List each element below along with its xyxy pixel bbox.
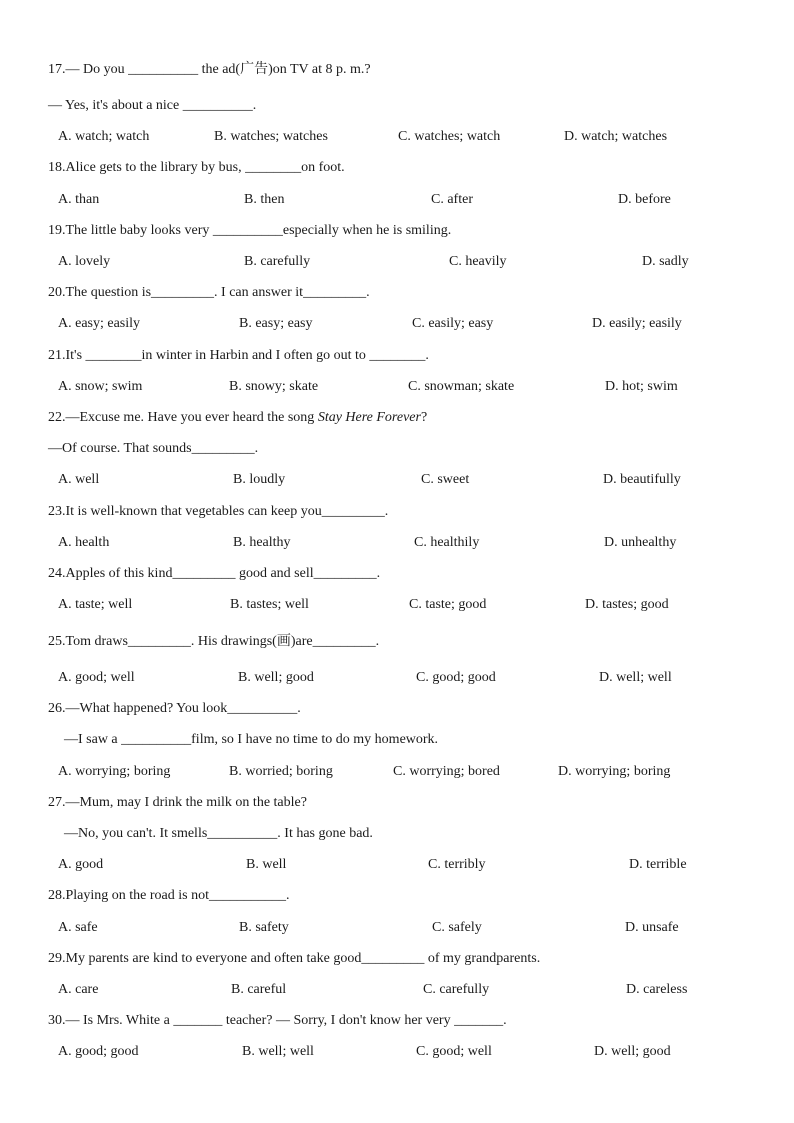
option-a: A. than — [58, 192, 100, 207]
question-29-stem: 29.My parents are kind to everyone and often take good_________ of my grandparents. — [48, 951, 541, 966]
option-a: A. health — [58, 535, 110, 550]
option-a: A. good; well — [58, 670, 135, 685]
question-27-stem-reply: —No, you can't. It smells__________. It has gone bad. — [64, 826, 373, 841]
option-a: A. taste; well — [58, 597, 133, 612]
option-b: B. tastes; well — [230, 597, 309, 612]
option-d: D. unsafe — [625, 920, 679, 935]
option-a: A. good; good — [58, 1044, 139, 1059]
question-27-stem: 27.—Mum, may I drink the milk on the table? — [48, 795, 307, 810]
option-b: B. carefully — [244, 254, 311, 269]
option-b: B. loudly — [233, 472, 286, 487]
option-b: B. healthy — [233, 535, 291, 550]
question-23-options — [58, 535, 738, 551]
option-b: B. well; well — [242, 1044, 314, 1059]
option-c: C. sweet — [421, 472, 470, 487]
option-c: C. terribly — [428, 857, 486, 872]
stem-end: ? — [420, 410, 428, 425]
question-17-stem: 17.— Do you __________ the ad(广告)on TV at 8 p. m.? — [48, 62, 371, 77]
option-b: B. worried; boring — [229, 764, 333, 779]
question-30-options — [58, 1044, 738, 1060]
option-c: C. safely — [432, 920, 482, 935]
question-30-stem: 30.— Is Mrs. White a _______ teacher? — Sorry, I don't know her very _______. — [48, 1013, 507, 1028]
option-d: D. before — [618, 192, 671, 207]
option-d: D. well; good — [594, 1044, 671, 1059]
question-28-stem: 28.Playing on the road is not___________. — [48, 888, 290, 903]
option-d: D. careless — [626, 982, 688, 997]
option-c: C. carefully — [423, 982, 490, 997]
question-18-stem: 18.Alice gets to the library by bus, ________on foot. — [48, 160, 345, 175]
question-26-stem-reply: —I saw a __________film, so I have no time to do my homework. — [64, 732, 439, 747]
option-b: B. well; good — [238, 670, 314, 685]
question-23-stem: 23.It is well-known that vegetables can keep you_________. — [48, 504, 389, 519]
option-d: D. sadly — [642, 254, 689, 269]
song-title: Stay Here Forever — [317, 410, 421, 425]
option-d: D. watch; watches — [564, 129, 668, 144]
question-20-options — [58, 316, 738, 332]
question-17-stem-reply: — Yes, it's about a nice __________. — [48, 98, 257, 113]
option-a: A. worrying; boring — [58, 764, 171, 779]
option-b: B. watches; watches — [214, 129, 328, 144]
option-b: B. safety — [239, 920, 289, 935]
question-21-options — [58, 379, 738, 395]
option-a: A. good — [58, 857, 104, 872]
option-d: D. unhealthy — [604, 535, 677, 550]
option-d: D. tastes; good — [585, 597, 669, 612]
option-d: D. hot; swim — [605, 379, 678, 394]
option-b: B. well — [246, 857, 287, 872]
question-22-stem-reply: —Of course. That sounds_________. — [48, 441, 259, 456]
option-d: D. easily; easily — [592, 316, 682, 331]
option-a: A. snow; swim — [58, 379, 143, 394]
question-20-stem: 20.The question is_________. I can answer it_________. — [48, 285, 370, 300]
option-c: C. taste; good — [409, 597, 487, 612]
question-24-stem: 24.Apples of this kind_________ good and sell_________. — [48, 566, 381, 581]
question-25-stem: 25.Tom draws_________. His drawings(画)are_________. — [48, 634, 380, 649]
option-b: B. careful — [231, 982, 287, 997]
question-21-stem: 21.It's ________in winter in Harbin and I often go out to ________. — [48, 348, 429, 363]
question-28-options — [58, 920, 738, 936]
question-25-options — [58, 670, 738, 686]
question-26-options — [58, 764, 738, 780]
option-c: C. good; well — [416, 1044, 492, 1059]
question-19-stem: 19.The little baby looks very __________especially when he is smiling. — [48, 223, 452, 238]
option-a: A. lovely — [58, 254, 111, 269]
option-b: B. snowy; skate — [229, 379, 319, 394]
question-17-options — [58, 129, 738, 145]
option-d: D. terrible — [629, 857, 687, 872]
option-a: A. watch; watch — [58, 129, 150, 144]
question-22-stem — [48, 410, 427, 426]
option-b: B. easy; easy — [239, 316, 313, 331]
question-26-stem: 26.—What happened? You look__________. — [48, 701, 301, 716]
option-b: B. then — [244, 192, 285, 207]
option-c: C. easily; easy — [412, 316, 494, 331]
option-d: D. well; well — [599, 670, 672, 685]
option-d: D. worrying; boring — [558, 764, 671, 779]
option-a: A. safe — [58, 920, 98, 935]
option-a: A. care — [58, 982, 99, 997]
option-c: C. after — [431, 192, 473, 207]
option-c: C. healthily — [414, 535, 480, 550]
option-c: C. good; good — [416, 670, 496, 685]
question-24-options — [58, 597, 738, 613]
option-a: A. well — [58, 472, 100, 487]
option-c: C. heavily — [449, 254, 507, 269]
question-18-options — [58, 192, 738, 208]
question-27-options — [58, 857, 738, 873]
stem-text: 22.—Excuse me. Have you ever heard the song — [48, 410, 318, 425]
question-19-options — [58, 254, 738, 270]
option-c: C. worrying; bored — [393, 764, 500, 779]
option-c: C. watches; watch — [398, 129, 501, 144]
option-c: C. snowman; skate — [408, 379, 515, 394]
option-a: A. easy; easily — [58, 316, 141, 331]
question-22-options — [58, 472, 738, 488]
question-29-options — [58, 982, 738, 998]
option-d: D. beautifully — [603, 472, 681, 487]
